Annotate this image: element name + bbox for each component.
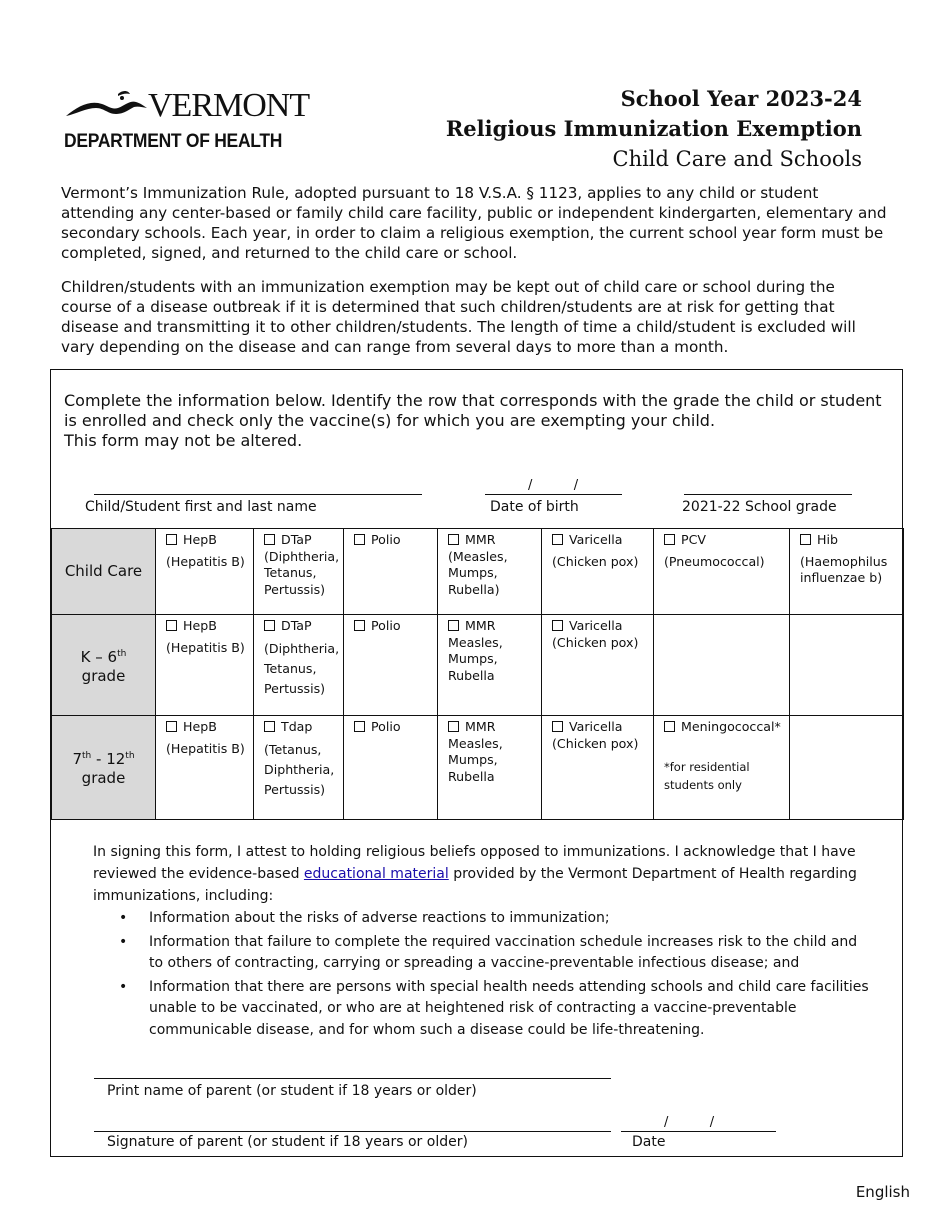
vaccine-cell [344,716,438,820]
vaccine-cell [156,615,254,716]
hib-checkbox[interactable] [800,534,811,545]
vaccine-detail: (Haemophilus influenzae b) [800,553,888,585]
form-title-block [446,84,862,174]
vaccine-cell [156,529,254,615]
row-header-text: - 12 [91,750,126,768]
vaccine-detail: (Measles, Mumps, Rubella) [448,548,508,597]
residential-note: *for residential students only [664,759,750,792]
vaccine-name: Meningococcal* [681,719,781,734]
vaccine-cell [542,615,654,716]
tdap-checkbox[interactable] [264,721,275,732]
attestation-text: In signing this form, I attest to holding religious beliefs opposed to immunizations. I acknowledge that I have reviewed the evidence-based [93,844,856,882]
vaccine-cell [156,716,254,820]
vaccine-detail: (Chicken pox) [552,735,639,751]
print-name-label: Print name of parent (or student if 18 years or older) [107,1083,477,1099]
row-header-child-care: Child Care [52,529,156,615]
vaccine-name: Varicella [569,618,623,633]
row-header-sup: th [117,648,127,659]
attestation-section [93,841,873,1041]
empty-cell [790,716,904,820]
pcv-checkbox[interactable] [664,534,675,545]
vaccine-detail: (Diphtheria, Tetanus, Pertussis) [264,548,340,597]
vaccine-name: Tdap [281,719,313,734]
vaccine-name: Hib [817,532,838,547]
vaccine-name: Varicella [569,719,623,734]
vaccine-name: HepB [183,532,217,547]
form-subtitle: Child Care and Schools [612,147,862,171]
vaccine-detail: (Tetanus, Diphtheria, Pertussis) [264,741,335,797]
date-slashes: / / [664,1115,715,1130]
vaccine-detail: Measles, Mumps, Rubella [448,634,503,683]
attestation-text: provided by the Vermont Department of Health regarding immunizations, including: [93,866,857,904]
signature-date-label: Date [632,1134,666,1150]
hepb-checkbox[interactable] [166,721,177,732]
logo-department-text: DEPARTMENT OF HEALTH [64,131,283,152]
vaccine-cell [254,529,344,615]
polio-checkbox[interactable] [354,721,365,732]
vaccine-exemption-table [51,528,904,820]
row-header-text: K – 6 [80,647,118,666]
logo-vermont-text: VERMONT [148,87,310,124]
row-header-sup: th [82,751,92,761]
mmr-checkbox[interactable] [448,721,459,732]
vaccine-name: MMR [465,719,496,734]
intro-paragraph-rule: Vermont’s Immunization Rule, adopted pursuant to 18 V.S.A. § 1123, applies to any child or student attending any center-based or family child care facility, public or independent kindergarten, elementary and secondary schools. Each year, in order to claim a religious exemption, the current school year form must be completed, signed, and returned to the child care or school. [61,184,887,262]
vaccine-name: Polio [371,618,401,633]
row-header-sup: th [125,751,135,761]
mountain-bird-logo-icon [64,88,148,122]
vaccine-cell [344,529,438,615]
vaccine-name: HepB [183,618,217,633]
vaccine-detail: (Pneumococcal) [664,553,765,569]
list-item: • Information that there are persons with special health needs attending schools and child care facilities unable to be vaccinated, or who are at heightened risk of contracting a vaccine-preventable communicable disease, and for whom such a disease could be life-threatening. [93,977,873,1042]
school-grade-field[interactable] [684,494,852,495]
hepb-checkbox[interactable] [166,620,177,631]
attestation-bullets [93,908,873,1041]
vaccine-detail: Measles, Mumps, Rubella [448,735,503,784]
dob-field[interactable] [485,494,622,495]
vaccine-detail: (Diphtheria, Tetanus, Pertussis) [264,640,340,696]
vaccine-cell [542,529,654,615]
varicella-checkbox[interactable] [552,534,563,545]
intro-paragraph-outbreak: Children/students with an immunization exemption may be kept out of child care or school during the course of a disease outbreak if it is determined that such children/students are at risk for getting that disease and transmitting it to other children/students. The length of time a child/student is excluded will vary depending on the disease and can range from several days to more than a month. [61,278,856,356]
vaccine-name: HepB [183,719,217,734]
vaccine-name: Polio [371,719,401,734]
row-header-text: 7 [72,750,83,768]
polio-checkbox[interactable] [354,534,365,545]
polio-checkbox[interactable] [354,620,365,631]
vaccine-cell [542,716,654,820]
school-grade-label: 2021-22 School grade [682,499,837,515]
student-name-field[interactable] [94,494,422,495]
list-item: • Information that failure to complete the required vaccination schedule increases risk to the child and to others of contracting, carrying or spreading a vaccine-preventable infectious disease; and [93,932,873,975]
vaccine-name: Varicella [569,532,623,547]
mmr-checkbox[interactable] [448,534,459,545]
dob-label: Date of birth [490,499,579,515]
print-name-field[interactable] [94,1078,611,1079]
table-row-7-12 [52,716,904,820]
vaccine-name: PCV [681,532,707,547]
vaccine-cell [438,529,542,615]
vaccine-cell [654,529,790,615]
vaccine-name: MMR [465,618,496,633]
vaccine-cell [438,615,542,716]
dtap-checkbox[interactable] [264,534,275,545]
empty-cell [654,615,790,716]
form-instructions [64,391,899,451]
vaccine-name: DTaP [281,532,312,547]
row-header-grade: grade [81,769,126,787]
educational-material-link[interactable]: educational material [303,866,449,882]
dtap-checkbox[interactable] [264,620,275,631]
vaccine-name: Polio [371,532,401,547]
school-year: School Year 2023-24 [620,86,862,111]
empty-cell [790,615,904,716]
vaccine-detail: (Hepatitis B) [166,639,245,655]
mmr-checkbox[interactable] [448,620,459,631]
vaccine-detail: (Chicken pox) [552,553,639,569]
attestation-intro [93,841,873,907]
row-header-grade: grade [81,666,126,685]
table-row-k-6 [52,615,904,716]
instructions-text: Complete the information below. Identify the row that corresponds with the grade the child or student is enrolled and check only the vaccine(s) for which you are exempting your child. [64,391,882,430]
meningococcal-checkbox[interactable] [664,721,675,732]
vaccine-cell [654,716,790,820]
hepb-checkbox[interactable] [166,534,177,545]
vaccine-cell [344,615,438,716]
vaccine-detail: (Chicken pox) [552,634,639,650]
form-title: Religious Immunization Exemption [445,116,862,141]
language-label: English [855,1183,910,1201]
no-alteration-note: This form may not be altered. [64,431,303,450]
varicella-checkbox[interactable] [552,620,563,631]
row-header-7-12 [52,716,156,820]
varicella-checkbox[interactable] [552,721,563,732]
vaccine-cell [438,716,542,820]
vaccine-detail: (Hepatitis B) [166,740,245,756]
vaccine-cell [254,716,344,820]
dob-slashes: / / [528,478,579,493]
vaccine-detail: (Hepatitis B) [166,553,245,569]
row-header-k-6 [52,615,156,716]
list-item: • Information about the risks of adverse reactions to immunization; [93,908,873,930]
vaccine-name: MMR [465,532,496,547]
vaccine-name: DTaP [281,618,312,633]
vaccine-cell [790,529,904,615]
signature-date-field[interactable] [621,1131,776,1132]
signature-label: Signature of parent (or student if 18 years or older) [107,1134,468,1150]
table-row-child-care [52,529,904,615]
vaccine-cell [254,615,344,716]
signature-field[interactable] [94,1131,611,1132]
student-name-label: Child/Student first and last name [85,499,317,515]
vermont-health-logo [64,86,310,156]
